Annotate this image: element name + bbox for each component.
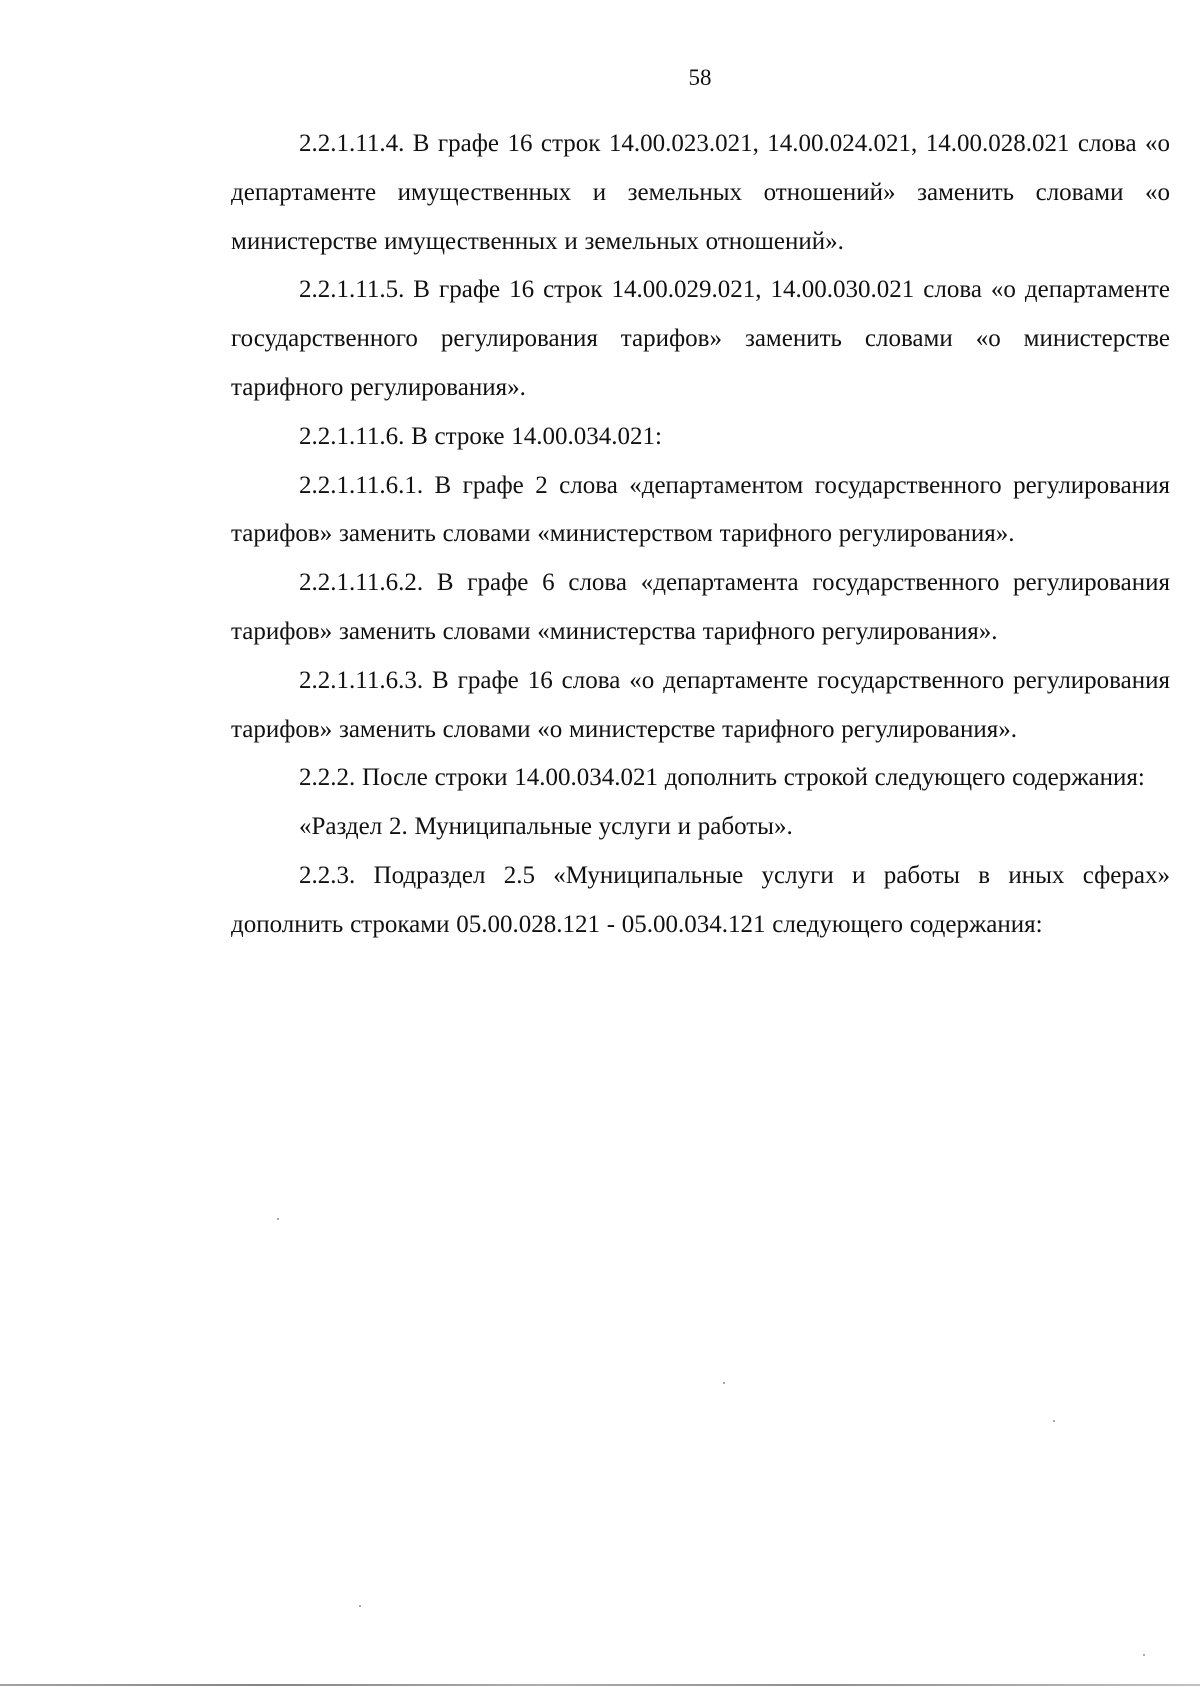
paragraph-2-2-2: 2.2.2. После строки 14.00.034.021 дополнить строкой следующего содержания: <box>299 764 1145 792</box>
paragraph-2-2-1-11-4: 2.2.1.11.4. В графе 16 строк 14.00.023.021, 14.00.024.021, 14.00.028.021 слова «о департаменте имущественных и земельных отношений» заменить словами «о министерстве имущественных и земельных отношений». <box>231 130 1170 255</box>
page-number: 58 <box>688 65 712 90</box>
scan-bottom-edge-line <box>0 1684 1200 1686</box>
scan-speck <box>1053 1420 1055 1422</box>
scan-speck <box>1143 1654 1145 1656</box>
paragraph-2-2-1-11-6-1: 2.2.1.11.6.1. В графе 2 слова «департаментом государственного регулирования тарифов» заменить словами «министерством тарифного регулирования». <box>231 471 1170 548</box>
paragraph-2-2-1-11-5: 2.2.1.11.5. В графе 16 строк 14.00.029.021, 14.00.030.021 слова «о департаменте государственного регулирования тарифов» заменить словами «о министерстве тарифного регулирования». <box>231 276 1170 401</box>
paragraph-2-2-1-11-6-2: 2.2.1.11.6.2. В графе 6 слова «департамента государственного регулирования тарифов» заменить словами «министерства тарифного регулирования». <box>231 569 1170 645</box>
paragraph-2-2-3: 2.2.3. Подраздел 2.5 «Муниципальные услуги и работы в иных сферах» дополнить строками 05.00.028.121 - 05.00.034.121 следующего содержания: <box>231 861 1170 938</box>
scan-speck <box>359 1605 361 1607</box>
document-body <box>231 120 1170 950</box>
paragraph-2-2-1-11-6: 2.2.1.11.6. В строке 14.00.034.021: <box>299 422 662 450</box>
scan-speck <box>277 1218 279 1220</box>
paragraph-2-2-1-11-6-3: 2.2.1.11.6.3. В графе 16 слова «о департаменте государственного регулирования тарифов» заменить словами «о министерстве тарифного регулирования». <box>231 666 1170 743</box>
paragraph-section-2-heading: «Раздел 2. Муниципальные услуги и работы». <box>299 813 793 841</box>
scan-speck <box>723 1382 725 1384</box>
